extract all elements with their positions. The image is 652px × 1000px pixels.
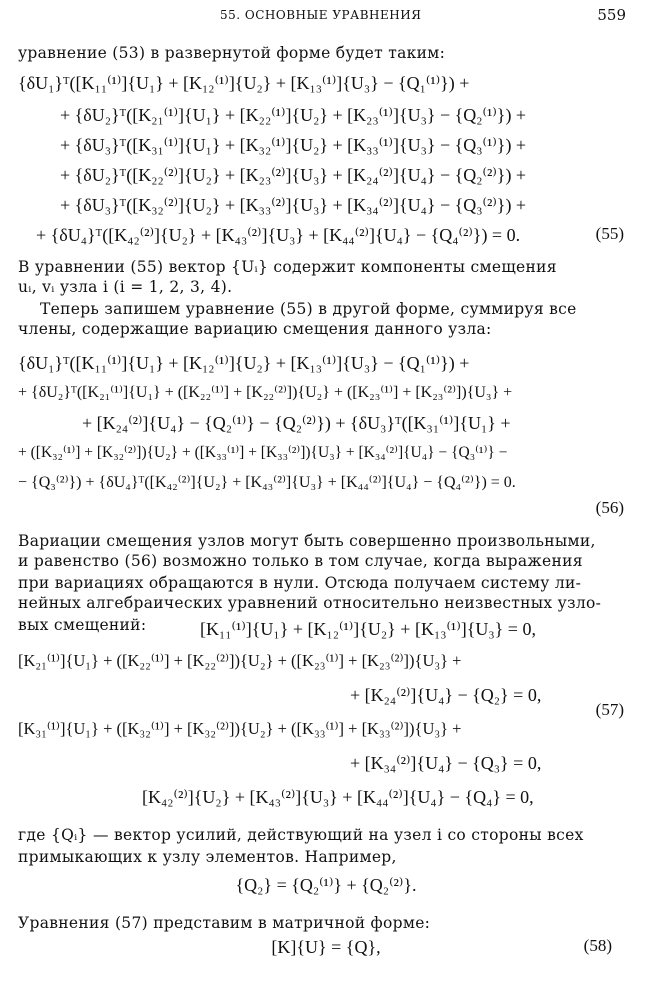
paragraph-line: Теперь запишем уравнение (55) в другой форме, суммируя все xyxy=(40,300,577,318)
eq56-line: − {Q₃⁽²⁾}) + {δU₄}ᵀ([K₄₂⁽²⁾]{U₂} + [K₄₃⁽²⁾]{U₃} + [K₄₄⁽²⁾]{U₄} − {Q₄⁽²⁾}) = 0. xyxy=(18,474,516,491)
eq56-line: + ([K₃₂⁽¹⁾] + [K₃₂⁽²⁾]){U₂} + ([K₃₃⁽¹⁾] + [K₃₃⁽²⁾]){U₃} + [K₃₄⁽²⁾]{U₄} − {Q₃⁽¹⁾} − xyxy=(18,444,508,461)
page-number: 559 xyxy=(597,6,626,24)
paragraph-line: нейных алгебраических уравнений относительно неизвестных узло- xyxy=(18,594,602,612)
eq57-number: (57) xyxy=(595,700,624,719)
paragraph-line: Вариации смещения узлов могут быть совершенно произвольными, xyxy=(18,532,596,550)
paragraph-line: и равенство (56) возможно только в том случае, когда выражения xyxy=(18,552,583,570)
eq57-line: [K₂₁⁽¹⁾]{U₁} + ([K₂₂⁽¹⁾] + [K₂₂⁽²⁾]){U₂} + ([K₂₃⁽¹⁾] + [K₂₃⁽²⁾]){U₃} + xyxy=(18,651,462,670)
paragraph-line: члены, содержащие вариацию смещения данного узла: xyxy=(18,320,492,338)
eq55-line: + {δU₂}ᵀ([K₂₂⁽²⁾]{U₂} + [K₂₃⁽²⁾]{U₃} + [K₂₄⁽²⁾]{U₄} − {Q₂⁽²⁾}) + xyxy=(60,165,527,185)
eq56-line: {δU₁}ᵀ([K₁₁⁽¹⁾]{U₁} + [K₁₂⁽¹⁾]{U₂} + [K₁₃⁽¹⁾]{U₃} − {Q₁⁽¹⁾}) + xyxy=(18,353,470,373)
paragraph-line: где {Qᵢ} — вектор усилий, действующий на узел i со стороны всех xyxy=(18,826,584,844)
eq58-number: (58) xyxy=(583,936,612,955)
eq57-line: [K₄₂⁽²⁾]{U₂} + [K₄₃⁽²⁾]{U₃} + [K₄₄⁽²⁾]{U₄} − {Q₄} = 0, xyxy=(142,787,534,807)
paragraph-line: вых смещений: xyxy=(18,616,147,634)
eq55-number: (55) xyxy=(595,224,624,243)
eq57-line: [K₃₁⁽¹⁾]{U₁} + ([K₃₂⁽¹⁾] + [K₃₂⁽²⁾]){U₂} + ([K₃₃⁽¹⁾] + [K₃₃⁽²⁾]){U₃} + xyxy=(18,719,462,738)
eq55-line: + {δU₃}ᵀ([K₃₁⁽¹⁾]{U₁} + [K₃₂⁽¹⁾]{U₂} + [K₃₃⁽¹⁾]{U₃} − {Q₃⁽¹⁾}) + xyxy=(60,135,527,155)
intro-line: уравнение (53) в развернутой форме будет таким: xyxy=(18,44,446,62)
eq56-line: + {δU₂}ᵀ([K₂₁⁽¹⁾]{U₁} + ([K₂₂⁽¹⁾] + [K₂₂⁽²⁾]){U₂} + ([K₂₃⁽¹⁾] + [K₂₃⁽²⁾]){U₃} + xyxy=(18,384,513,401)
paragraph-line: Уравнения (57) представим в матричной форме: xyxy=(18,914,431,932)
eq57-line: + [K₃₄⁽²⁾]{U₄} − {Q₃} = 0, xyxy=(350,753,542,773)
eq56-line: + [K₂₄⁽²⁾]{U₄} − {Q₂⁽¹⁾} − {Q₂⁽²⁾}) + {δU₃}ᵀ([K₃₁⁽¹⁾]{U₁} + xyxy=(82,413,511,433)
eq56-number: (56) xyxy=(595,498,624,517)
eq55-line: + {δU₄}ᵀ([K₄₂⁽²⁾]{U₂} + [K₄₃⁽²⁾]{U₃} + [K₄₄⁽²⁾]{U₄} − {Q₄⁽²⁾}) = 0. xyxy=(36,225,521,245)
eq-q2: {Q₂} = {Q₂⁽¹⁾} + {Q₂⁽²⁾}. xyxy=(235,875,417,895)
paragraph-line: примыкающих к узлу элементов. Например, xyxy=(18,848,397,866)
paragraph-line: uᵢ, vᵢ узла i (i = 1, 2, 3, 4). xyxy=(18,278,233,296)
paragraph-line: В уравнении (55) вектор {Uᵢ} содержит компоненты смещения xyxy=(18,258,557,276)
eq55-line: + {δU₃}ᵀ([K₃₂⁽²⁾]{U₂} + [K₃₃⁽²⁾]{U₃} + [K₃₄⁽²⁾]{U₄} − {Q₃⁽²⁾}) + xyxy=(60,195,527,215)
running-head: 55. ОСНОВНЫЕ УРАВНЕНИЯ xyxy=(220,8,422,22)
eq58: [K]{U} = {Q}, xyxy=(271,937,381,957)
page-header xyxy=(0,6,652,28)
eq57-line: [K₁₁⁽¹⁾]{U₁} + [K₁₂⁽¹⁾]{U₂} + [K₁₃⁽¹⁾]{U₃} = 0, xyxy=(200,619,536,639)
paragraph-line: при вариациях обращаются в нули. Отсюда получаем систему ли- xyxy=(18,574,582,592)
eq55-line: {δU₁}ᵀ([K₁₁⁽¹⁾]{U₁} + [K₁₂⁽¹⁾]{U₂} + [K₁₃⁽¹⁾]{U₃} − {Q₁⁽¹⁾}) + xyxy=(18,73,470,93)
eq57-line: + [K₂₄⁽²⁾]{U₄} − {Q₂} = 0, xyxy=(350,685,542,705)
eq55-line: + {δU₂}ᵀ([K₂₁⁽¹⁾]{U₁} + [K₂₂⁽¹⁾]{U₂} + [K₂₃⁽¹⁾]{U₃} − {Q₂⁽¹⁾}) + xyxy=(60,105,527,125)
